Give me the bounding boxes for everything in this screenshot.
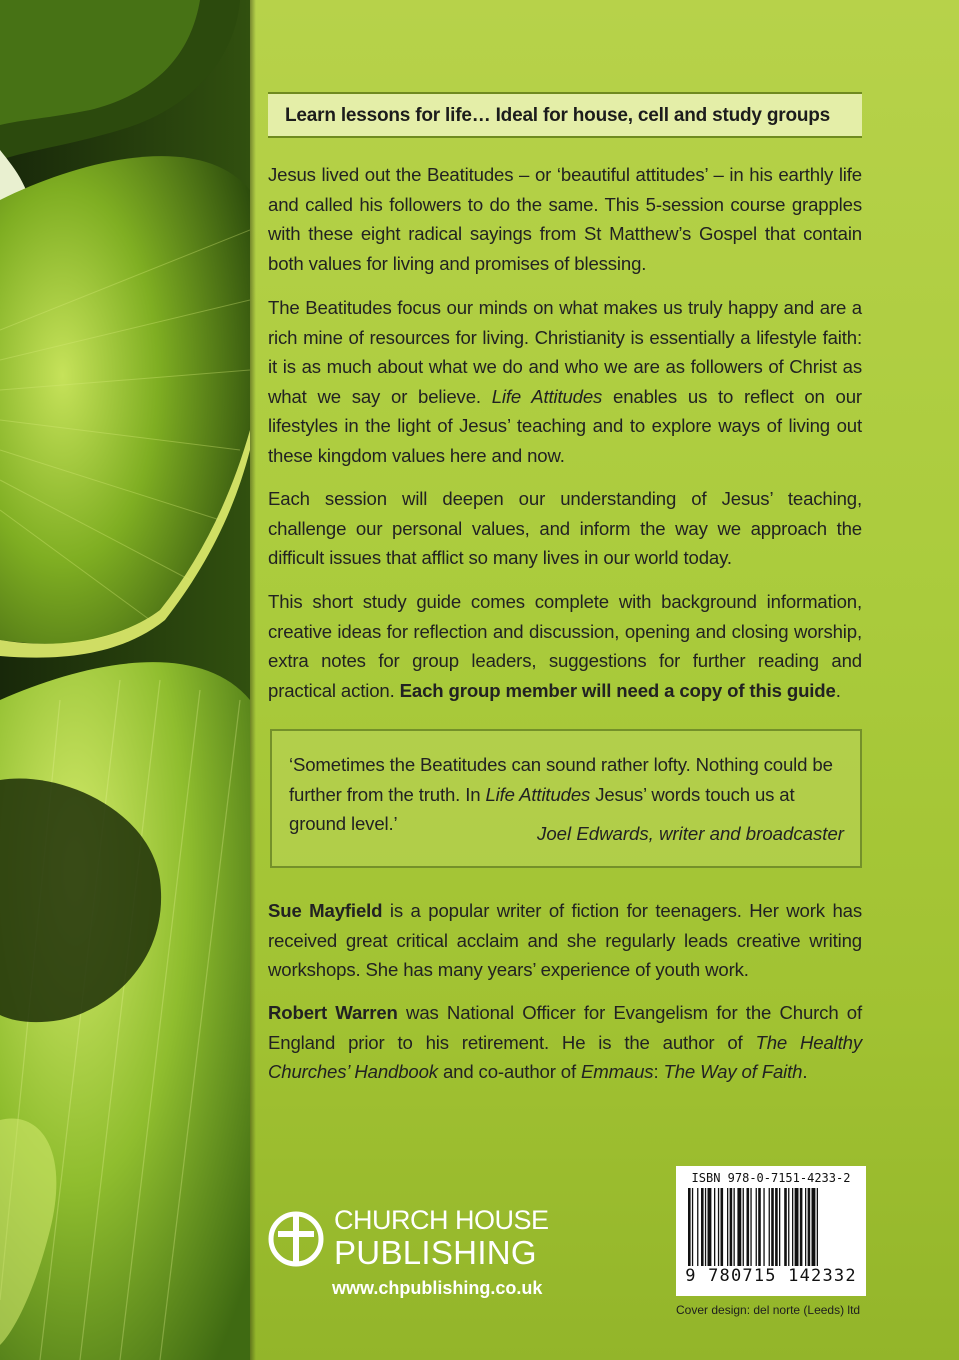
barcode-bar [730,1188,733,1266]
barcode-bar [775,1188,778,1266]
publisher-name-line-1: CHURCH HOUSE [334,1205,549,1235]
copy-requirement-note: Each group member will need a copy of this guide [399,679,836,701]
barcode-bar [705,1188,706,1266]
author-bio-text-2b: and co-author of [442,1061,576,1083]
barcode-bar [800,1188,803,1266]
description-paragraph-2 [268,293,862,471]
barcode-bar [737,1188,741,1266]
author-book-2a: Emmaus [581,1061,654,1083]
barcode-digits: 9 780715 142332 [685,1266,857,1286]
barcode-bar [756,1188,757,1266]
barcode-bar [743,1188,744,1266]
publisher-logo-block [268,1205,568,1305]
barcode-bar [718,1188,719,1266]
barcode-bar [714,1188,715,1266]
author-name-2: Robert Warren [268,1002,398,1023]
description-text-3: Each session will deepen our understanding of Jesus’ teaching, challenge our personal values, and inform the way we approach the difficult issues that afflict so many lives in our world today. [268,488,862,569]
barcode-bar [688,1188,691,1266]
barcode-bar [721,1188,724,1266]
barcode-bar [747,1188,750,1266]
barcode-bar [697,1188,698,1266]
quote-text-1: ‘Sometimes the Beatitudes can sound rather lofty. Nothing could be further from the truth. In [289,754,833,805]
quote-text-2: Jesus’ words touch us at ground level.’ [289,783,795,835]
barcode-bar [727,1188,728,1266]
author-bio-1 [268,896,862,985]
publisher-name-line-2: PUBLISHING [334,1234,537,1271]
barcode-bar [779,1188,780,1266]
description-paragraph-4: This short study guide comes complete with background information, creative ideas for reflection and discussion, opening and closing worship, extra notes for group leaders, suggestions for further reading and practical action. Each group member will need a copy of this guide. [268,591,862,701]
church-house-cross-icon [268,1207,324,1271]
barcode-icon [688,1188,854,1268]
barcode-bar [795,1188,799,1266]
barcode-bar [805,1188,806,1266]
endorsement-quote-box [270,729,862,868]
barcode-bar [769,1188,770,1266]
cover-design-credit: Cover design: del norte (Leeds) ltd [676,1303,861,1317]
barcode-bar [708,1188,712,1266]
barcode-bar [792,1188,793,1266]
ginkgo-leaf-photo [0,0,250,1360]
barcode-bar [808,1188,811,1266]
author-bio-2: Robert Warren was National Officer for Evangelism for the Church of England prior to his retirement. He is the author of The Healthy Churches’ Handbook and co-author of Emmaus: The Way of Faith. [268,1002,862,1083]
tagline: Learn lessons for life… Ideal for house, cell and study groups [285,105,831,126]
barcode-bar [788,1188,789,1266]
barcode-bar [763,1188,764,1266]
author-book-1: The Healthy Churches’ Handbook [268,1031,862,1083]
isbn-barcode [676,1166,866,1296]
description-text-4a: This short study guide comes complete with background information, creative ideas for reflection and discussion, opening and closing worship, extra notes for group leaders, suggestions for further reading and practical action. [268,591,862,701]
description-text-2c: enables us to reflect on our lifestyles in the light of Jesus’ teaching and to explore ways of living out these kingdom values here and now. [268,385,862,466]
barcode-bar [758,1188,761,1266]
quote-book-title: Life Attitudes [485,783,591,805]
barcode-bar [784,1188,787,1266]
barcode-bar [734,1188,735,1266]
quote-attribution: Joel Edwards, writer and broadcaster [537,823,844,844]
barcode-bar [812,1188,816,1266]
isbn-label: ISBN 978-0-7151-4233-2 [691,1171,851,1185]
author-book-2b: The Way of Faith [663,1061,803,1083]
author-bio-text-1: is a popular writer of fiction for teenagers. Her work has received great critical acclaim and she regularly leads creative writing workshops. She has many years’ experience of youth work. [268,900,862,981]
barcode-bar [817,1188,818,1266]
tagline-banner [268,92,862,138]
publisher-website[interactable]: www.chpublishing.co.uk [332,1278,543,1298]
author-bio-text-2a: was National Officer for Evangelism for the Church of England prior to his retirement. He is the author of [268,1002,862,1053]
barcode-bar [771,1188,774,1266]
photo-edge-shadow [250,0,256,1360]
description-text-1: Jesus lived out the Beatitudes – or ‘beautiful attitudes’ – in his earthly life and called his followers to do the same. This 5-session course grapples with these eight radical sayings from St Matthew’s Gospel that contain both values for living and promises of blessing. [268,164,862,274]
description-paragraph-1 [268,160,862,278]
author-name-1: Sue Mayfield [268,900,383,921]
barcode-bar [750,1188,751,1266]
description-text-2a: The Beatitudes focus our minds on what makes us truly happy and are a rich mine of resources for living. Christianity is essentially a lifestyle faith: it is as much about what we do and who we are as followers of Christ as what we say or believe. [268,297,862,407]
barcode-bar [701,1188,704,1266]
book-title-italic: Life Attitudes [491,385,603,407]
description-paragraph-3 [268,484,862,573]
barcode-bar [692,1188,693,1266]
